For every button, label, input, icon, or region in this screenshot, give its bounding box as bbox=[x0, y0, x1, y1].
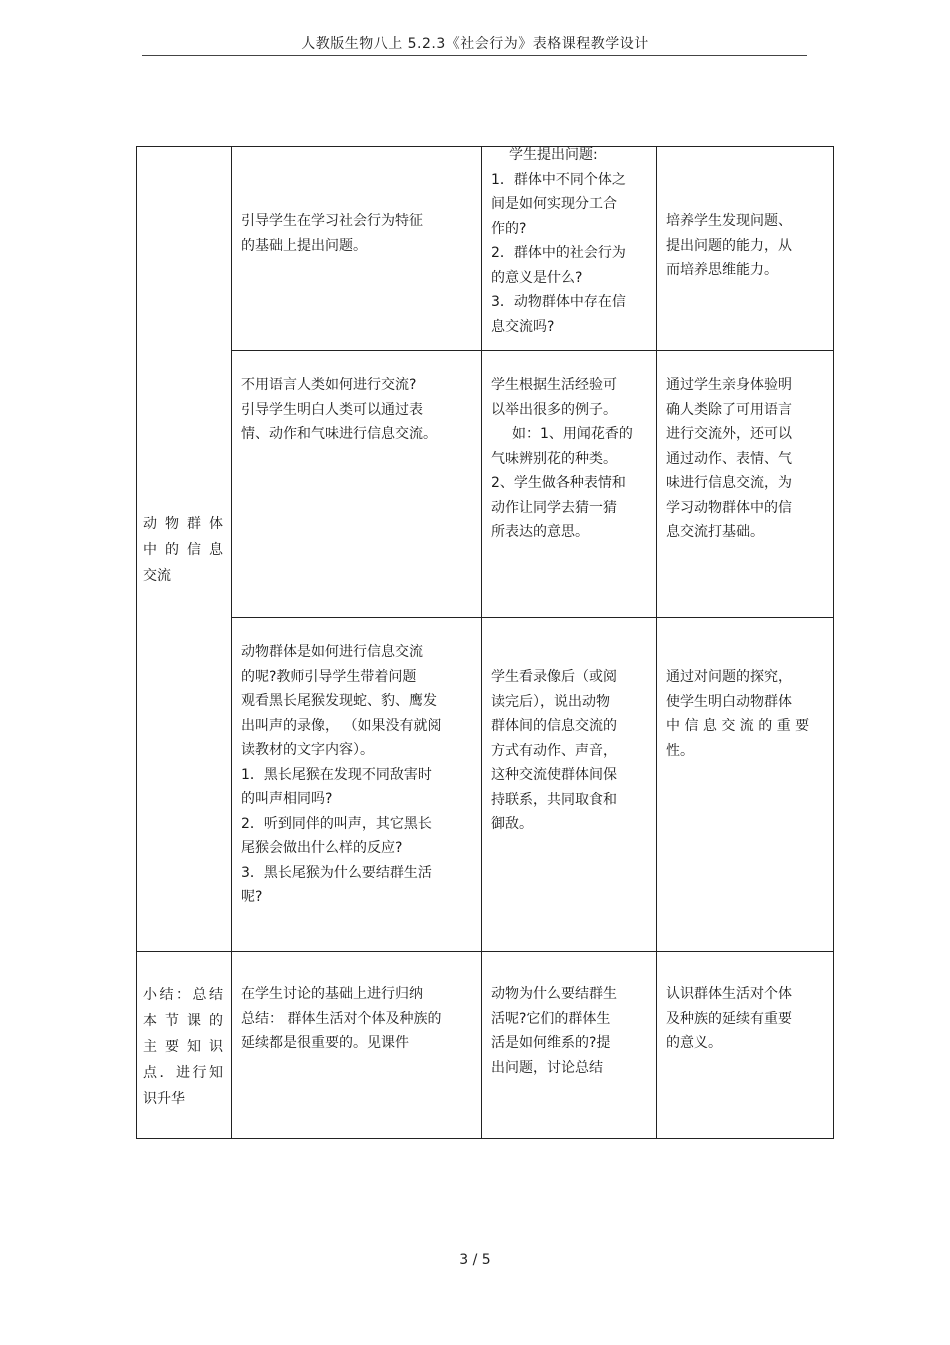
text-line: 进行交流外，还可以 bbox=[666, 426, 792, 442]
topic-line: 本 节 课 的 bbox=[143, 1013, 223, 1029]
teacher-activity-cell bbox=[232, 952, 482, 1139]
text-line: 认识群体生活对个体 bbox=[666, 986, 792, 1002]
table-row bbox=[137, 351, 834, 618]
text-line: 动物群体是如何进行信息交流 bbox=[241, 644, 423, 660]
header-rule bbox=[142, 55, 807, 56]
design-purpose-cell bbox=[657, 351, 834, 618]
text-line: 以举出很多的例子。 bbox=[491, 401, 617, 418]
text-line: 1．群体中不同个体之 bbox=[491, 171, 626, 188]
text-line: 的基础上提出问题。 bbox=[241, 237, 367, 254]
text-line: 呢? bbox=[241, 889, 263, 905]
text-line: 动物为什么要结群生 bbox=[491, 986, 617, 1002]
text-line: 2．听到同伴的叫声，其它黑长 bbox=[241, 815, 432, 832]
text-line: 在学生讨论的基础上进行归纳 bbox=[241, 986, 423, 1002]
topic-line: 交流 bbox=[143, 568, 171, 584]
topic-line: 点．进行知 bbox=[143, 1065, 223, 1081]
text-line: 持联系，共同取食和 bbox=[491, 791, 617, 808]
text-line: 提出问题的能力，从 bbox=[666, 237, 792, 254]
text-line: 学生提出问题: bbox=[509, 147, 598, 163]
text-line: 通过学生亲身体验明 bbox=[666, 377, 792, 393]
text-line: 作的? bbox=[491, 220, 527, 237]
text-line: 学生看录像后（或阅 bbox=[491, 669, 617, 685]
text-line: 群体间的信息交流的 bbox=[491, 718, 617, 734]
design-purpose-cell bbox=[657, 147, 834, 351]
text-line: 3．动物群体中存在信 bbox=[491, 294, 626, 310]
text-line: 活呢?它们的群体生 bbox=[491, 1010, 611, 1027]
text-line: 培养学生发现问题、 bbox=[666, 213, 792, 229]
student-activity-cell bbox=[482, 952, 657, 1139]
text-line: 及种族的延续有重要 bbox=[666, 1010, 792, 1027]
text-line: 情、动作和气味进行信息交流。 bbox=[241, 426, 437, 442]
text-line: 这种交流使群体间保 bbox=[491, 767, 617, 783]
table-row bbox=[137, 952, 834, 1139]
text-line: 2．群体中的社会行为 bbox=[491, 245, 626, 261]
text-line: 活是如何维系的?提 bbox=[491, 1035, 611, 1051]
text-line: 学习动物群体中的信 bbox=[666, 499, 792, 516]
student-activity-cell bbox=[482, 618, 657, 952]
topic-cell-info-exchange bbox=[137, 147, 232, 952]
text-line: 学生根据生活经验可 bbox=[491, 377, 617, 393]
text-line: 延续都是很重要的。见课件 bbox=[241, 1035, 409, 1051]
topic-line: 主 要 知 识 bbox=[143, 1039, 223, 1055]
text-line: 引导学生明白人类可以通过表 bbox=[241, 401, 423, 418]
text-line: 的呢?教师引导学生带着问题 bbox=[241, 668, 417, 685]
text-line: 所表达的意思。 bbox=[491, 524, 589, 540]
text-line: 总结： 群体生活对个体及种族的 bbox=[241, 1010, 442, 1027]
text-line: 性。 bbox=[666, 742, 694, 759]
document-header: 人教版生物八上 5.2.3《社会行为》表格课程教学设计 bbox=[301, 36, 649, 52]
text-line: 出叫声的录像， （如果没有就阅 bbox=[241, 717, 442, 734]
text-line: 方式有动作、声音， bbox=[491, 742, 617, 759]
teacher-activity-cell bbox=[232, 147, 482, 351]
text-line: 息交流吗? bbox=[491, 318, 555, 335]
topic-line: 中 的 信 息 bbox=[143, 542, 223, 558]
text-line: 观看黑长尾猴发现蛇、豹、鹰发 bbox=[241, 693, 437, 709]
text-line: 中 信 息 交 流 的 重 要 bbox=[666, 718, 810, 734]
text-line: 息交流打基础。 bbox=[666, 524, 764, 540]
text-line: 如：1、用闻花香的 bbox=[512, 426, 633, 442]
design-purpose-cell bbox=[657, 618, 834, 952]
text-line: 而培养思维能力。 bbox=[666, 262, 778, 278]
text-line: 读完后），说出动物 bbox=[491, 693, 610, 710]
topic-line: 小结：总结 bbox=[143, 987, 223, 1003]
text-line: 的叫声相同吗? bbox=[241, 791, 333, 807]
text-line: 尾猴会做出什么样的反应? bbox=[241, 840, 403, 856]
text-line: 味进行信息交流，为 bbox=[666, 475, 792, 491]
teacher-activity-cell bbox=[232, 618, 482, 952]
text-line: 确人类除了可用语言 bbox=[666, 401, 792, 418]
text-line: 的意义是什么? bbox=[491, 269, 583, 286]
topic-text bbox=[137, 511, 231, 589]
table-row bbox=[137, 618, 834, 952]
teacher-activity-cell bbox=[232, 351, 482, 618]
student-activity-cell bbox=[482, 351, 657, 618]
topic-line: 动 物 群 体 bbox=[143, 516, 223, 532]
text-line: 不用语言人类如何进行交流? bbox=[241, 377, 417, 393]
topic-line: 识升华 bbox=[143, 1091, 185, 1107]
text-line: 间是如何实现分工合 bbox=[491, 196, 617, 212]
topic-cell-summary bbox=[137, 952, 232, 1139]
text-line: 1．黑长尾猴在发现不同敌害时 bbox=[241, 766, 432, 783]
page-number: 3 / 5 bbox=[459, 1252, 491, 1268]
text-line: 2、学生做各种表情和 bbox=[491, 475, 626, 491]
text-line: 御敌。 bbox=[491, 816, 533, 832]
text-line: 通过对问题的探究， bbox=[666, 669, 792, 685]
student-activity-cell bbox=[482, 147, 657, 351]
text-line: 动作让同学去猜一猜 bbox=[491, 499, 617, 516]
text-line: 气味辨别花的种类。 bbox=[491, 450, 617, 467]
text-line: 引导学生在学习社会行为特征 bbox=[241, 213, 423, 229]
text-line: 3．黑长尾猴为什么要结群生活 bbox=[241, 864, 432, 881]
text-line: 通过动作、表情、气 bbox=[666, 450, 792, 467]
topic-text bbox=[137, 952, 231, 1112]
lesson-plan-table bbox=[136, 146, 834, 1139]
text-line: 的意义。 bbox=[666, 1035, 722, 1051]
design-purpose-cell bbox=[657, 952, 834, 1139]
text-line: 使学生明白动物群体 bbox=[666, 693, 792, 710]
text-line: 读教材的文字内容）。 bbox=[241, 742, 374, 758]
text-line: 出问题，讨论总结 bbox=[491, 1059, 603, 1076]
table-row bbox=[137, 147, 834, 351]
